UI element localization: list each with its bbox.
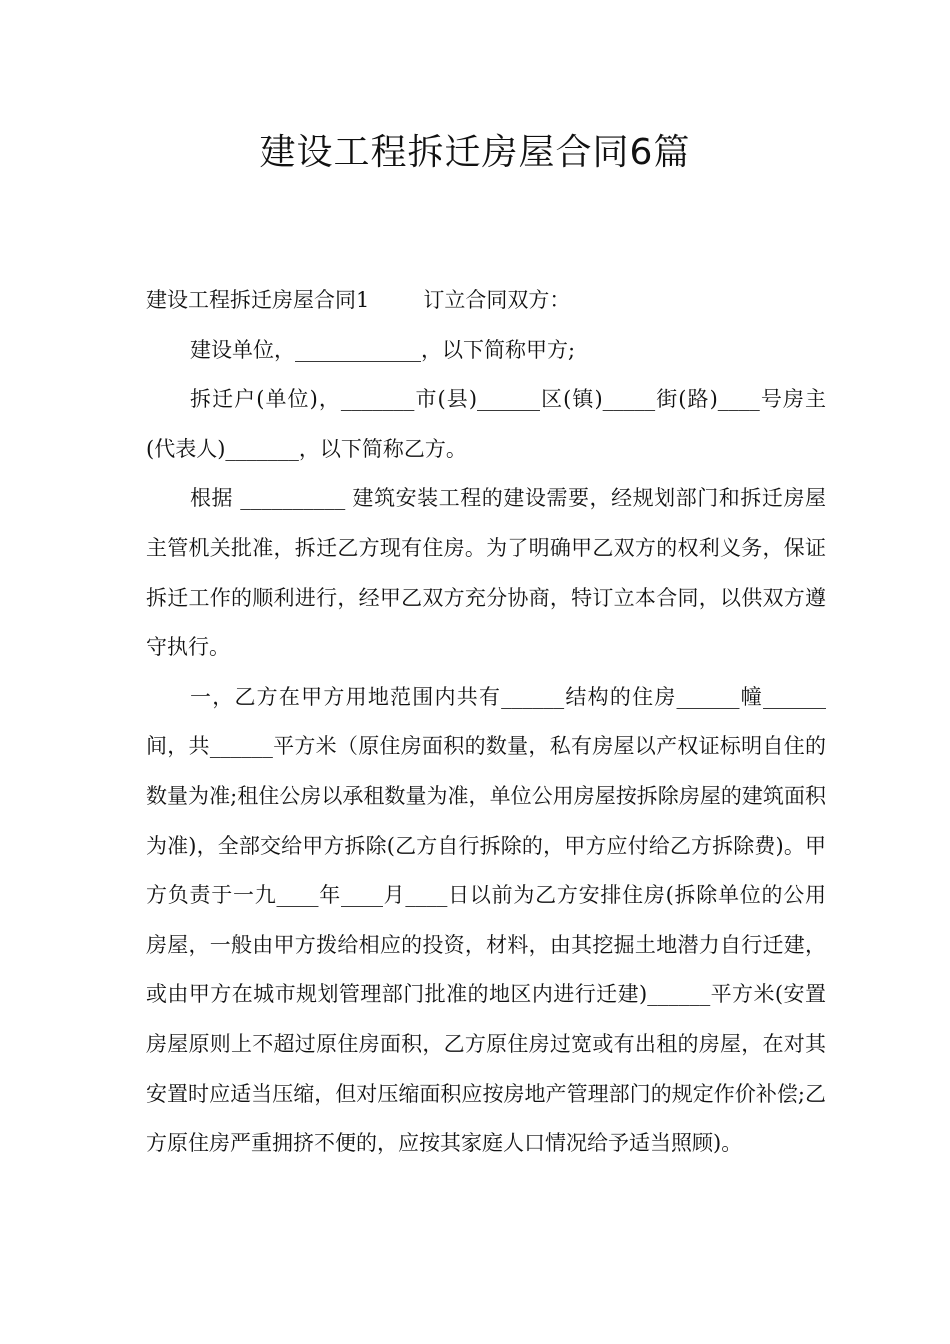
first-line <box>146 276 826 326</box>
paragraph-clause-one: 一，乙方在甲方用地范围内共有______结构的住房______幢______间，共______平方米（原住房面积的数量，私有房屋以产权证标明自住的数量为准;租住公房以承租数量为准，单位公用房屋按拆除房屋的建筑面积为准)，全部交给甲方拆除(乙方自行拆除的，甲方应付给乙方拆除费)。甲方负责于一九____年____月____日以前为乙方安排住房(拆除单位的公用房屋，一般由甲方拨给相应的投资，材料，由其挖掘土地潜力自行迁建，或由甲方在城市规划管理部门批准的地区内进行迁建)______平方米(安置房屋原则上不超过原住房面积，乙方原住房过宽或有出租的房屋，在对其安置时应适当压缩，但对压缩面积应按房地产管理部门的规定作价补偿;乙方原住房严重拥挤不便的，应按其家庭人口情况给予适当照顾)。 <box>146 684 826 1156</box>
paragraph-relocated-household: 拆迁户(单位)，_______市(县)______区(镇)_____街(路)____号房主(代表人)_______，以下简称乙方。 <box>146 387 826 461</box>
section-heading: 建设工程拆迁房屋合同1 <box>146 288 370 312</box>
paragraph-basis: 根据 __________ 建筑安装工程的建设需要，经规划部门和拆迁房屋主管机关批准，拆迁乙方现有住房。为了明确甲乙双方的权利义务，保证拆迁工作的顺利进行，经甲乙双方充分协商，特订立本合同，以供双方遵守执行。 <box>146 486 826 660</box>
document-title: 建设工程拆迁房屋合同6篇 <box>259 132 691 173</box>
document-body <box>146 276 826 1169</box>
opening-text: 订立合同双方： <box>423 288 571 312</box>
paragraph-construction-unit: 建设单位，____________，以下简称甲方; <box>190 337 576 362</box>
